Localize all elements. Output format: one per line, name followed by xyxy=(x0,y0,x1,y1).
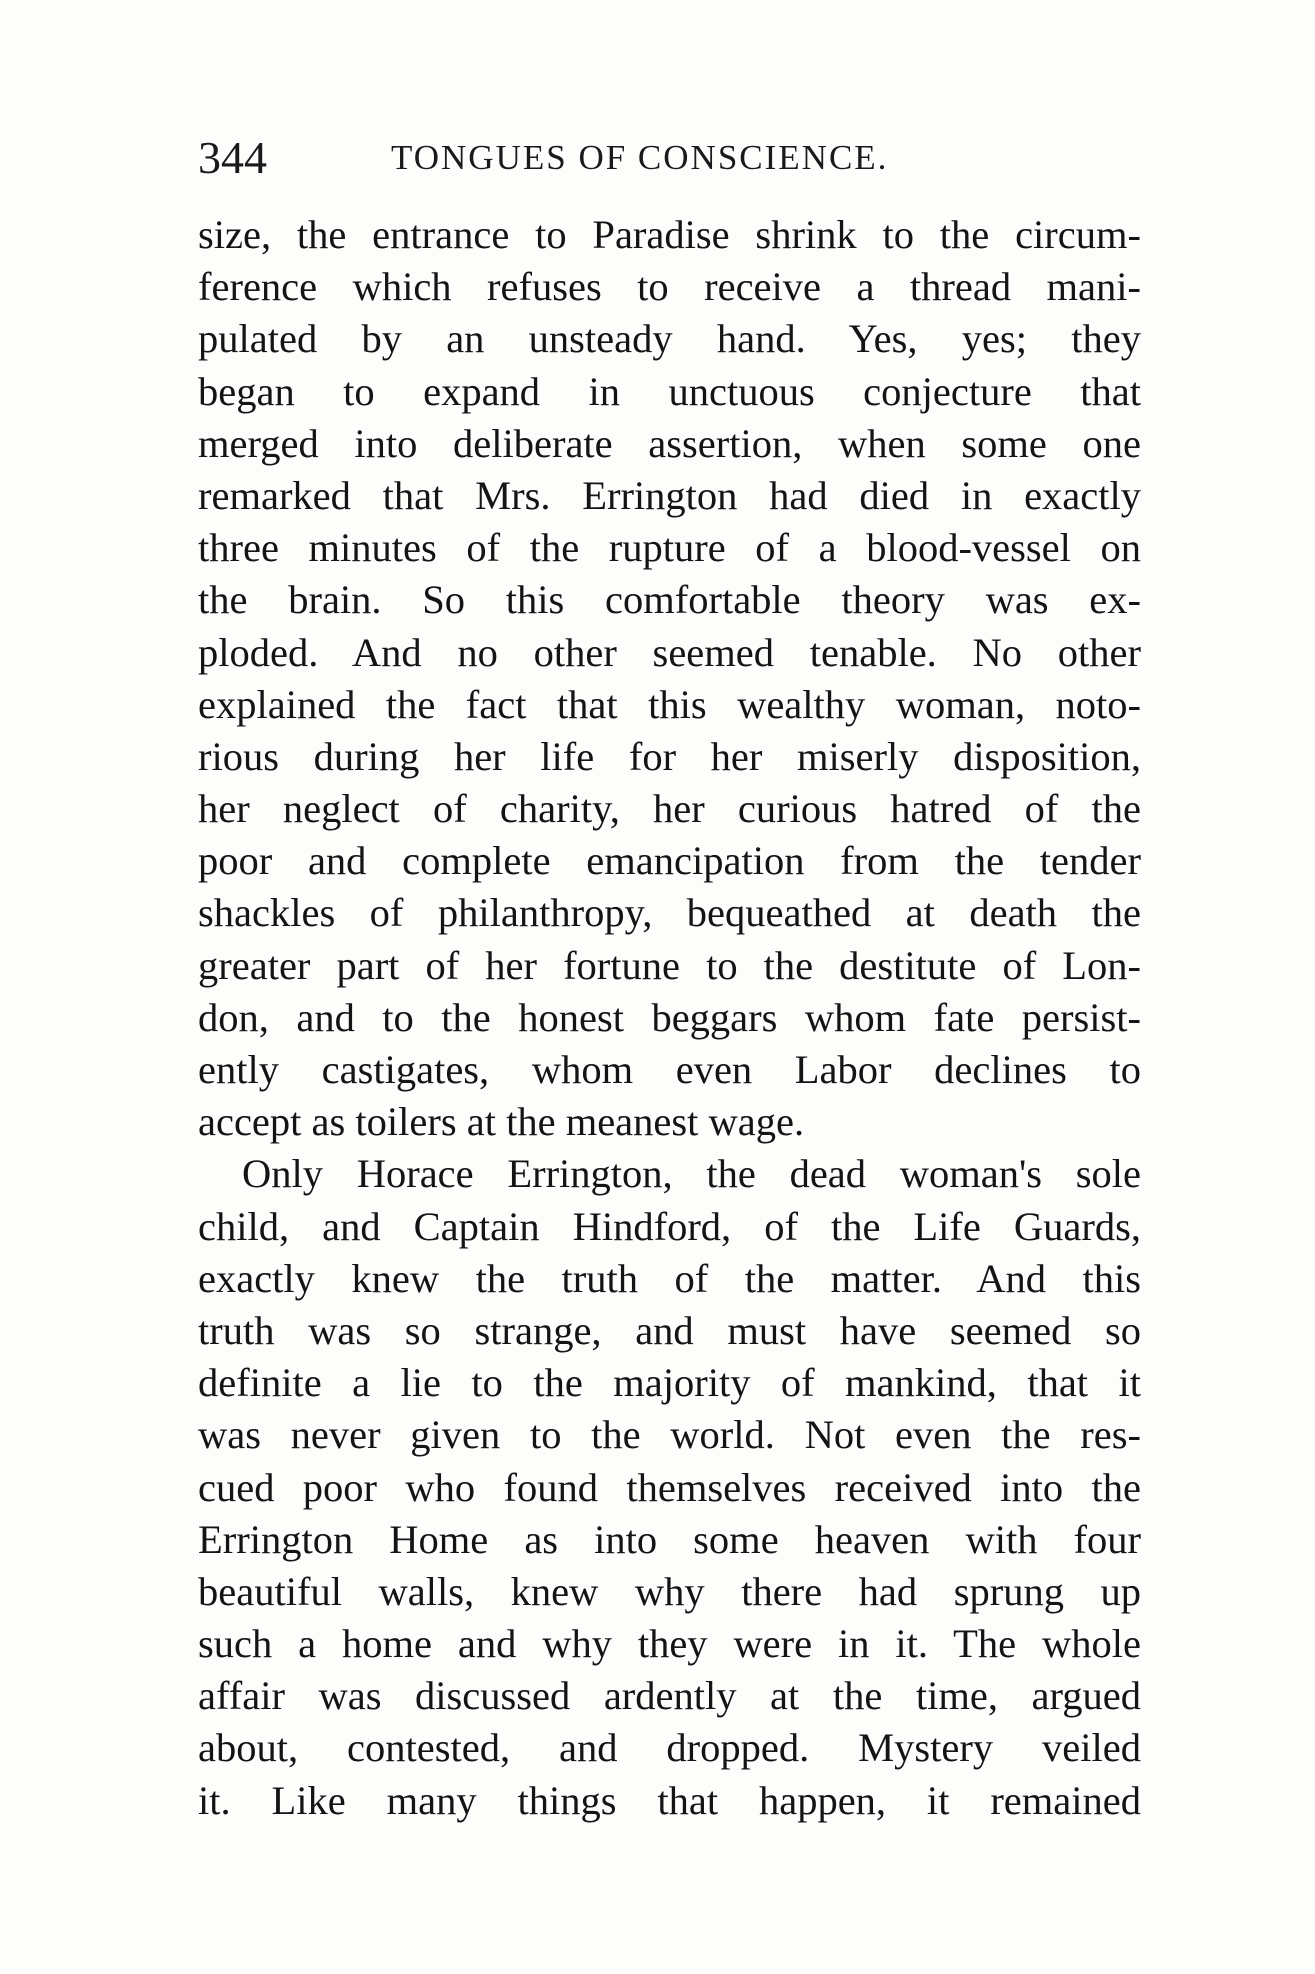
text-line: poor and complete emancipation from the tender xyxy=(198,838,1141,884)
paragraph-1 xyxy=(198,209,1141,1148)
text-line: Only Horace Errington, the dead woman's sole xyxy=(242,1151,1141,1197)
body-text xyxy=(198,209,1141,1827)
text-line: explained the fact that this wealthy woman, noto- xyxy=(198,681,1141,727)
text-line: affair was discussed ardently at the time, argued xyxy=(198,1673,1141,1719)
text-line: began to expand in unctuous conjecture that xyxy=(198,368,1141,414)
running-title: TONGUES OF CONSCIENCE. xyxy=(391,138,889,177)
text-line: Errington Home as into some heaven with four xyxy=(198,1516,1141,1562)
text-line: shackles of philanthropy, bequeathed at death the xyxy=(198,890,1141,936)
text-line: child, and Captain Hindford, of the Life Guards, xyxy=(198,1203,1141,1249)
text-line: cued poor who found themselves received into the xyxy=(198,1464,1141,1510)
text-line: accept as toilers at the meanest wage. xyxy=(198,1099,805,1145)
paragraph-2 xyxy=(198,1148,1141,1826)
text-line: ploded. And no other seemed tenable. No other xyxy=(198,629,1141,675)
text-line: definite a lie to the majority of mankind, that it xyxy=(198,1360,1141,1406)
text-line: exactly knew the truth of the matter. And this xyxy=(198,1255,1141,1301)
text-line: her neglect of charity, her curious hatred of the xyxy=(198,786,1141,832)
text-line: size, the entrance to Paradise shrink to the circum- xyxy=(198,212,1141,257)
text-line: remarked that Mrs. Errington had died in exactly xyxy=(198,472,1141,518)
page-number: 344 xyxy=(198,132,267,183)
running-head xyxy=(198,128,1158,188)
text-line: it. Like many things that happen, it remained xyxy=(198,1777,1141,1823)
text-line: such a home and why they were in it. The whole xyxy=(198,1621,1141,1667)
text-line: ently castigates, whom even Labor declines to xyxy=(198,1047,1141,1092)
text-line: pulated by an unsteady hand. Yes, yes; they xyxy=(198,316,1141,362)
text-line: merged into deliberate assertion, when some one xyxy=(198,420,1141,466)
text-line: rious during her life for her miserly disposition, xyxy=(198,733,1141,779)
text-line: beautiful walls, knew why there had sprung up xyxy=(198,1568,1141,1614)
text-line: three minutes of the rupture of a blood-vessel on xyxy=(198,525,1141,571)
text-line: truth was so strange, and must have seemed so xyxy=(198,1307,1141,1353)
text-line: was never given to the world. Not even the res- xyxy=(198,1412,1141,1458)
text-line: about, contested, and dropped. Mystery veiled xyxy=(198,1725,1141,1771)
text-line: don, and to the honest beggars whom fate persist- xyxy=(198,994,1141,1040)
text-line: greater part of her fortune to the destitute of Lon- xyxy=(198,942,1141,988)
text-line: the brain. So this comfortable theory was ex- xyxy=(198,577,1141,623)
text-line: ference which refuses to receive a thread mani- xyxy=(198,264,1141,310)
